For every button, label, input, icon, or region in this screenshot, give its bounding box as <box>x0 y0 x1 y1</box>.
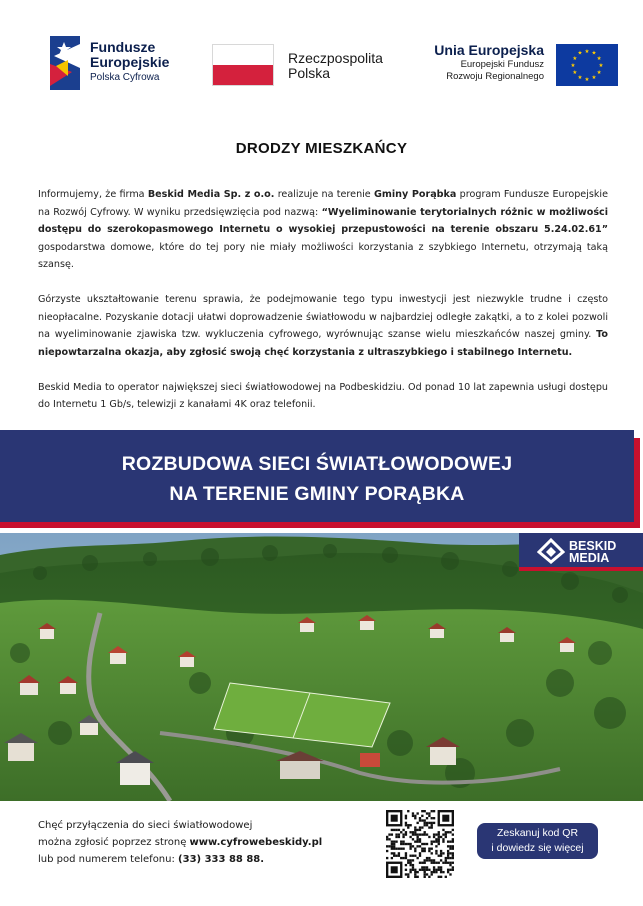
polish-flag-icon <box>212 44 274 86</box>
fe-logo-line2: Europejskie <box>90 54 170 70</box>
eu-star-icon: ★ <box>598 62 604 69</box>
headline-banner <box>0 430 643 528</box>
phone-number[interactable]: (33) 333 88 88. <box>178 854 265 865</box>
qr-callout-line1: Zeskanuj kod QR <box>496 827 579 839</box>
beskid-media-mark-icon <box>537 538 565 564</box>
website-link[interactable]: www.cyfrowebeskidy.pl <box>189 837 323 848</box>
letter-heading: DRODZY MIESZKAŃCY <box>235 140 408 157</box>
banner-line-1: ROZBUDOWA SIECI ŚWIATŁOWODOWEJ <box>121 453 513 475</box>
scan-qr-callout[interactable] <box>477 823 598 859</box>
p1-text-4: gospodarstwa domowe, które do tej pory nie miały możliwości korzystania z szybkiego Internetu, otrzymają taką szansę. <box>38 241 608 270</box>
contact-line-3-text: lub pod numerem telefonu: <box>38 854 179 865</box>
aerial-village-photo <box>0 533 643 801</box>
rzeczpospolita-polska-logo <box>212 44 402 86</box>
contact-line-2 <box>38 834 368 851</box>
beskid-media-logo <box>519 533 643 571</box>
letter-body <box>38 186 608 431</box>
unia-europejska-logo <box>425 42 620 88</box>
p1-text-2: realizuje na terenie <box>274 189 375 200</box>
ue-logo-line2: Europejski Fundusz <box>460 59 544 70</box>
letter-paragraph-1 <box>38 186 608 274</box>
eu-star-icon: ★ <box>577 50 583 57</box>
letter-paragraph-2 <box>38 291 608 361</box>
ue-logo-line1: Unia Europejska <box>434 42 544 58</box>
fundusze-europejskie-flag-icon <box>50 36 80 90</box>
eu-star-icon: ★ <box>570 62 576 69</box>
beskid-media-name-line1: BESKID <box>569 539 617 553</box>
eu-star-icon: ★ <box>572 55 578 62</box>
contact-line-2-text: można zgłosić poprzez stronę <box>38 837 190 848</box>
p1-text-1: Informujemy, że firma <box>38 189 148 200</box>
beskid-media-name-line2: MEDIA <box>569 551 610 565</box>
company-name: Beskid Media Sp. z o.o. <box>147 189 275 200</box>
eu-star-icon: ★ <box>591 74 597 81</box>
rp-logo-line1: Rzeczpospolita <box>288 50 383 66</box>
qr-callout-line2: i dowiedz się więcej <box>491 842 584 854</box>
rp-logo-line2: Polska <box>288 65 331 81</box>
p2-text-1: Górzyste ukształtowanie terenu sprawia, że podejmowanie tego typu inwestycji jest niezwykle trudne i często nieopłacalne. Pozyskanie dotacji ułatwi doprowadzenie światłowodu w najbardziej odległe zakątki, a to z kolei pozwoli na wyeliminowanie zjawiska tzw. wykluczenia cyfrowego, wyrównując szanse wielu mieszkańców naszej gminy. <box>38 294 608 340</box>
eu-star-icon: ★ <box>591 50 597 57</box>
eu-star-icon: ★ <box>577 74 583 81</box>
project-name: “Wyeliminowanie terytorialnych różnic w możliwości dostępu do szerokopasmowego Internetu o wysokiej przepustowości na terenie obszaru 5.24.02.61” <box>38 206 608 235</box>
banner-panel <box>0 430 634 522</box>
contact-line-1: Chęć przyłączenia do sieci światłowodowej <box>38 820 253 831</box>
p1-text-3: program Fundusze Europejskie na Rozwój Cyfrowy. W wyniku przedsięwzięcia pod nazwą: <box>38 189 608 218</box>
fe-logo-line1: Fundusze <box>90 39 156 55</box>
letter-paragraph-3: Beskid Media to operator największej sieci światłowodowej na Podbeskidziu. Od ponad 10 lat zapewnia usługi dostępu do Internetu 1 Gb/s, telewizji z kanałami 4K oraz telefonii. <box>38 381 608 410</box>
eu-flag-icon <box>556 44 618 86</box>
eu-star-icon: ★ <box>572 69 578 76</box>
municipality-name: Gminy Porąbka <box>374 189 457 200</box>
fundusze-europejskie-logo <box>50 36 190 92</box>
eu-star-icon: ★ <box>584 76 590 83</box>
aerial-landscape-illustration <box>0 533 643 801</box>
ue-logo-line3: Rozwoju Regionalnego <box>446 71 544 82</box>
contact-info <box>38 817 368 868</box>
fe-logo-line3: Polska Cyfrowa <box>90 72 160 83</box>
eu-star-icon: ★ <box>596 69 602 76</box>
contact-line-3 <box>38 851 368 868</box>
p2-highlight: To niepowtarzalna okazja, aby zgłosić swoją chęć korzystania z ultraszybkiego i stabilnego Internetu. <box>38 329 608 358</box>
partner-logos <box>0 0 643 110</box>
eu-star-icon: ★ <box>584 48 590 55</box>
banner-line-2: NA TERENIE GMINY PORĄBKA <box>169 483 465 505</box>
eu-star-icon: ★ <box>596 55 602 62</box>
qr-code-icon[interactable] <box>386 810 454 878</box>
